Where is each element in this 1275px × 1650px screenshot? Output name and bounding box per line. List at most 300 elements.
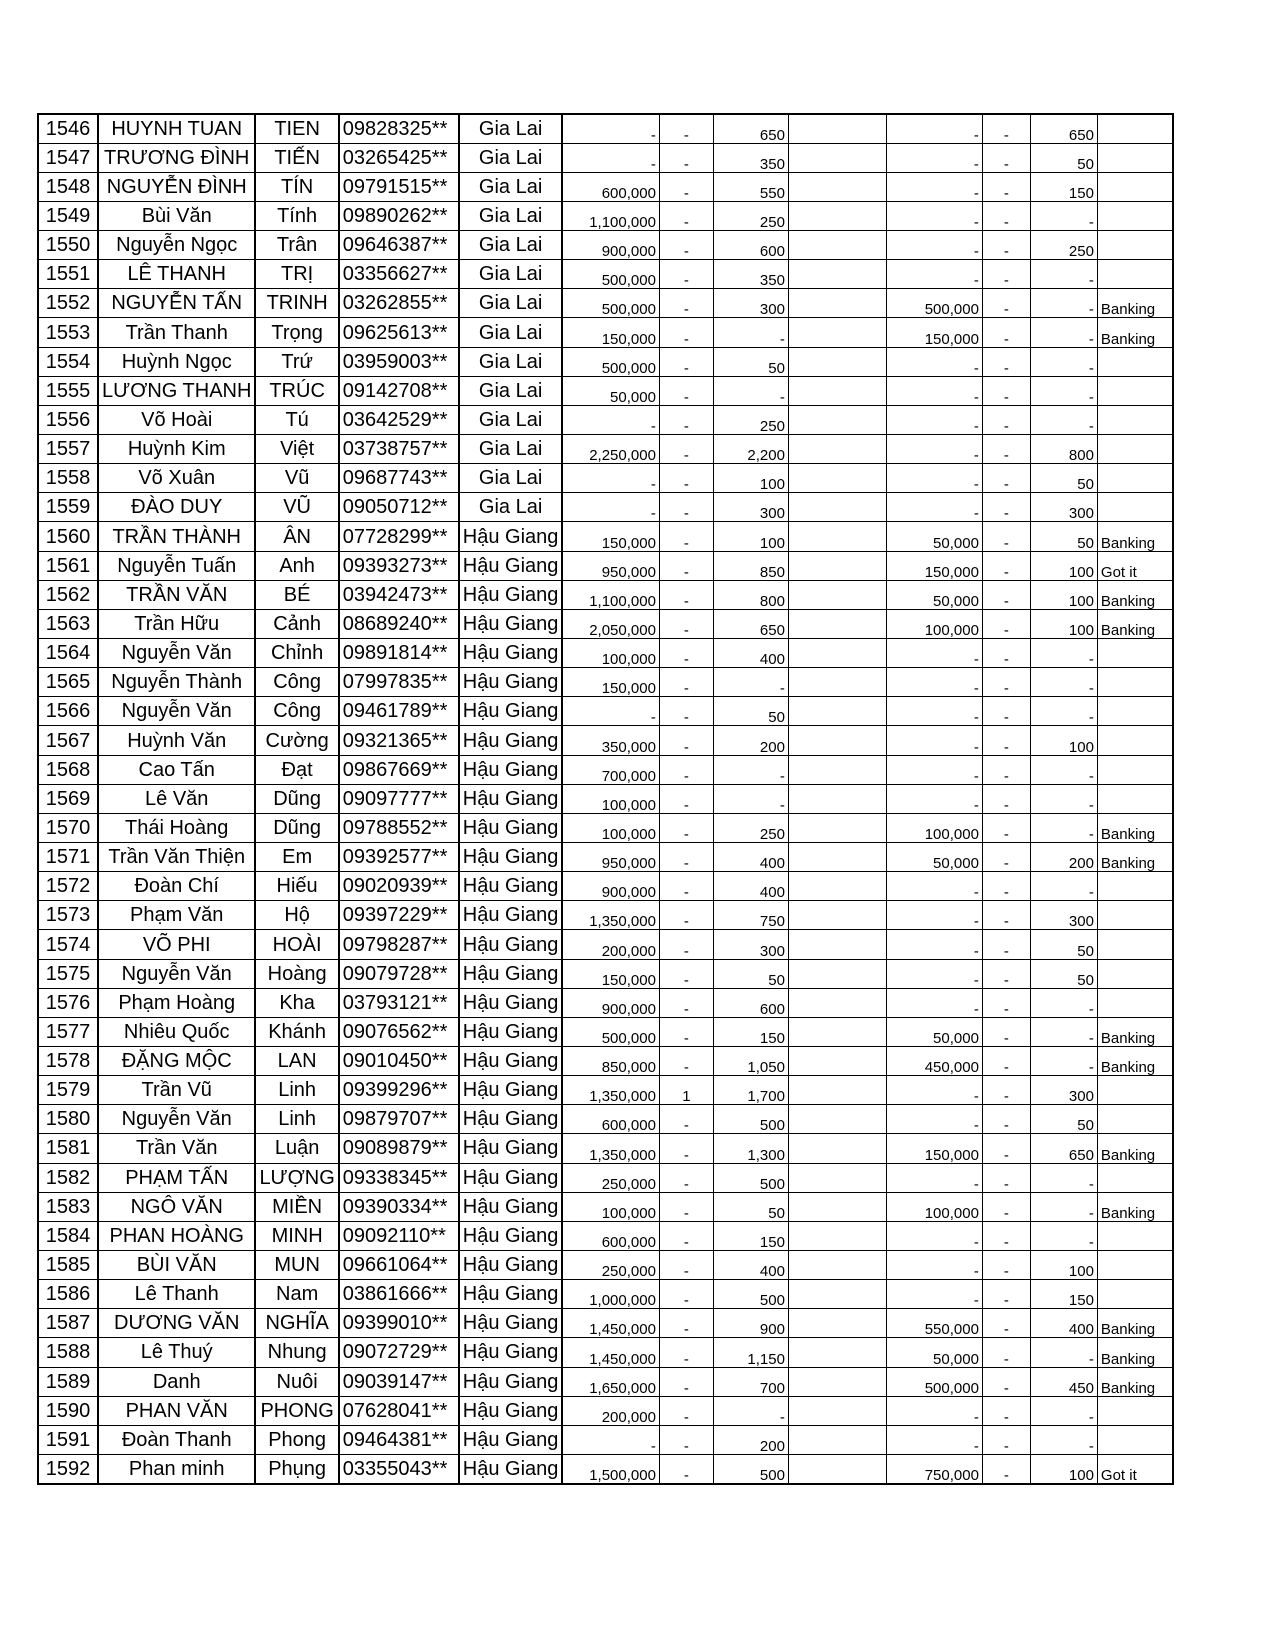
amount-2-cell: 500	[713, 1105, 788, 1134]
first-name-cell: BÉ	[255, 580, 338, 609]
note-cell: Banking	[1097, 1309, 1173, 1338]
blank-column-cell	[788, 1134, 886, 1163]
first-name-cell: Trân	[255, 231, 338, 260]
given-name-cell: LÊ THANH	[98, 260, 255, 289]
amount-3-cell: -	[886, 172, 982, 201]
count-cell: 1	[659, 1076, 713, 1105]
count-cell: -	[659, 1280, 713, 1309]
province-cell: Hậu Giang	[459, 901, 563, 930]
count-cell: -	[659, 959, 713, 988]
amount-1-cell: 600,000	[562, 1221, 659, 1250]
count-cell: -	[659, 1192, 713, 1221]
first-name-cell: LƯỢNG	[255, 1163, 338, 1192]
count-cell: -	[659, 1134, 713, 1163]
phone-cell: 09338345**	[339, 1163, 459, 1192]
flag-cell: -	[982, 1076, 1030, 1105]
first-name-cell: Cảnh	[255, 609, 338, 638]
flag-cell: -	[982, 405, 1030, 434]
first-name-cell: Kha	[255, 988, 338, 1017]
given-name-cell: TRẦN THÀNH	[98, 522, 255, 551]
amount-3-cell: -	[886, 901, 982, 930]
amount-2-cell: 400	[713, 1250, 788, 1279]
count-cell: -	[659, 697, 713, 726]
amount-2-cell: 100	[713, 464, 788, 493]
count-cell: -	[659, 1338, 713, 1367]
province-cell: Hậu Giang	[459, 813, 563, 842]
table-row	[38, 755, 1173, 784]
count-cell: -	[659, 755, 713, 784]
blank-column-cell	[788, 464, 886, 493]
amount-1-cell: 500,000	[562, 1017, 659, 1046]
row-number-cell: 1555	[38, 376, 98, 405]
phone-cell: 07728299**	[339, 522, 459, 551]
amount-1-cell: 950,000	[562, 551, 659, 580]
blank-column-cell	[788, 493, 886, 522]
amount-4-cell: 300	[1030, 493, 1097, 522]
flag-cell: -	[982, 755, 1030, 784]
row-number-cell: 1586	[38, 1280, 98, 1309]
amount-4-cell: -	[1030, 755, 1097, 784]
note-cell	[1097, 1105, 1173, 1134]
flag-cell: -	[982, 668, 1030, 697]
count-cell: -	[659, 289, 713, 318]
amount-1-cell: 200,000	[562, 1396, 659, 1425]
amount-3-cell: -	[886, 493, 982, 522]
count-cell: -	[659, 201, 713, 230]
amount-2-cell: 300	[713, 289, 788, 318]
province-cell: Hậu Giang	[459, 988, 563, 1017]
amount-2-cell: 300	[713, 493, 788, 522]
province-cell: Gia Lai	[459, 289, 563, 318]
province-cell: Gia Lai	[459, 172, 563, 201]
amount-4-cell: 650	[1030, 1134, 1097, 1163]
count-cell: -	[659, 930, 713, 959]
given-name-cell: Lê Văn	[98, 784, 255, 813]
row-number-cell: 1589	[38, 1367, 98, 1396]
table-row	[38, 114, 1173, 143]
first-name-cell: Tú	[255, 405, 338, 434]
flag-cell: -	[982, 1396, 1030, 1425]
amount-4-cell: -	[1030, 668, 1097, 697]
first-name-cell: TIEN	[255, 114, 338, 143]
note-cell: Banking	[1097, 318, 1173, 347]
blank-column-cell	[788, 347, 886, 376]
given-name-cell: Huỳnh Ngọc	[98, 347, 255, 376]
blank-column-cell	[788, 813, 886, 842]
note-cell: Banking	[1097, 843, 1173, 872]
note-cell	[1097, 959, 1173, 988]
count-cell: -	[659, 376, 713, 405]
count-cell: -	[659, 1309, 713, 1338]
given-name-cell: LƯƠNG THANH	[98, 376, 255, 405]
amount-4-cell: 100	[1030, 551, 1097, 580]
flag-cell: -	[982, 697, 1030, 726]
amount-4-cell: -	[1030, 201, 1097, 230]
flag-cell: -	[982, 114, 1030, 143]
phone-cell: 09399296**	[339, 1076, 459, 1105]
given-name-cell: ĐÀO DUY	[98, 493, 255, 522]
amount-4-cell: 200	[1030, 843, 1097, 872]
row-number-cell: 1556	[38, 405, 98, 434]
phone-cell: 09661064**	[339, 1250, 459, 1279]
blank-column-cell	[788, 318, 886, 347]
amount-2-cell: 250	[713, 201, 788, 230]
count-cell: -	[659, 405, 713, 434]
blank-column-cell	[788, 901, 886, 930]
given-name-cell: Phan minh	[98, 1454, 255, 1483]
table-row	[38, 318, 1173, 347]
blank-column-cell	[788, 231, 886, 260]
amount-3-cell: -	[886, 1425, 982, 1454]
table-row	[38, 1250, 1173, 1279]
blank-column-cell	[788, 114, 886, 143]
table-row	[38, 464, 1173, 493]
row-number-cell: 1553	[38, 318, 98, 347]
given-name-cell: Võ Hoài	[98, 405, 255, 434]
table-row	[38, 609, 1173, 638]
row-number-cell: 1574	[38, 930, 98, 959]
amount-3-cell: -	[886, 1163, 982, 1192]
given-name-cell: DƯƠNG VĂN	[98, 1309, 255, 1338]
amount-3-cell: -	[886, 697, 982, 726]
flag-cell: -	[982, 609, 1030, 638]
amount-3-cell: -	[886, 639, 982, 668]
phone-cell: 09393273**	[339, 551, 459, 580]
province-cell: Hậu Giang	[459, 697, 563, 726]
first-name-cell: Trứ	[255, 347, 338, 376]
note-cell	[1097, 172, 1173, 201]
given-name-cell: Trần Văn Thiện	[98, 843, 255, 872]
amount-2-cell: 200	[713, 726, 788, 755]
row-number-cell: 1573	[38, 901, 98, 930]
flag-cell: -	[982, 231, 1030, 260]
first-name-cell: Em	[255, 843, 338, 872]
amount-3-cell: -	[886, 988, 982, 1017]
flag-cell: -	[982, 813, 1030, 842]
table-row	[38, 668, 1173, 697]
blank-column-cell	[788, 1017, 886, 1046]
table-row	[38, 1396, 1173, 1425]
first-name-cell: HOÀI	[255, 930, 338, 959]
amount-4-cell: -	[1030, 872, 1097, 901]
amount-3-cell: -	[886, 930, 982, 959]
blank-column-cell	[788, 1250, 886, 1279]
table-row	[38, 1309, 1173, 1338]
blank-column-cell	[788, 289, 886, 318]
phone-cell: 03861666**	[339, 1280, 459, 1309]
amount-1-cell: 150,000	[562, 668, 659, 697]
given-name-cell: NGÔ VĂN	[98, 1192, 255, 1221]
amount-1-cell: 1,100,000	[562, 201, 659, 230]
amount-2-cell: 850	[713, 551, 788, 580]
given-name-cell: Lê Thuý	[98, 1338, 255, 1367]
flag-cell: -	[982, 1017, 1030, 1046]
amount-2-cell: 650	[713, 114, 788, 143]
phone-cell: 09010450**	[339, 1047, 459, 1076]
phone-cell: 08689240**	[339, 609, 459, 638]
amount-1-cell: -	[562, 464, 659, 493]
flag-cell: -	[982, 872, 1030, 901]
amount-2-cell: 900	[713, 1309, 788, 1338]
province-cell: Hậu Giang	[459, 522, 563, 551]
count-cell: -	[659, 1250, 713, 1279]
province-cell: Hậu Giang	[459, 1309, 563, 1338]
given-name-cell: TRƯƠNG ĐÌNH	[98, 143, 255, 172]
amount-3-cell: -	[886, 405, 982, 434]
amount-1-cell: 600,000	[562, 1105, 659, 1134]
amount-3-cell: -	[886, 347, 982, 376]
blank-column-cell	[788, 1425, 886, 1454]
amount-3-cell: 50,000	[886, 1338, 982, 1367]
first-name-cell: NGHĨA	[255, 1309, 338, 1338]
blank-column-cell	[788, 668, 886, 697]
table-row	[38, 580, 1173, 609]
phone-cell: 09390334**	[339, 1192, 459, 1221]
first-name-cell: Anh	[255, 551, 338, 580]
province-cell: Hậu Giang	[459, 930, 563, 959]
amount-4-cell: 650	[1030, 114, 1097, 143]
amount-2-cell: 350	[713, 260, 788, 289]
amount-2-cell: 500	[713, 1454, 788, 1483]
row-number-cell: 1559	[38, 493, 98, 522]
note-cell	[1097, 114, 1173, 143]
province-cell: Hậu Giang	[459, 580, 563, 609]
row-number-cell: 1548	[38, 172, 98, 201]
given-name-cell: Thái Hoàng	[98, 813, 255, 842]
count-cell: -	[659, 726, 713, 755]
flag-cell: -	[982, 435, 1030, 464]
amount-2-cell: -	[713, 784, 788, 813]
amount-4-cell: -	[1030, 1047, 1097, 1076]
amount-4-cell: 50	[1030, 930, 1097, 959]
amount-4-cell: 400	[1030, 1309, 1097, 1338]
row-number-cell: 1588	[38, 1338, 98, 1367]
amount-2-cell: 700	[713, 1367, 788, 1396]
table-row	[38, 988, 1173, 1017]
flag-cell: -	[982, 201, 1030, 230]
amount-2-cell: 300	[713, 930, 788, 959]
amount-3-cell: 50,000	[886, 580, 982, 609]
amount-1-cell: 200,000	[562, 930, 659, 959]
first-name-cell: Công	[255, 668, 338, 697]
amount-1-cell: 100,000	[562, 784, 659, 813]
note-cell	[1097, 1425, 1173, 1454]
blank-column-cell	[788, 1047, 886, 1076]
row-number-cell: 1571	[38, 843, 98, 872]
phone-cell: 03642529**	[339, 405, 459, 434]
table-row	[38, 959, 1173, 988]
given-name-cell: Lê Thanh	[98, 1280, 255, 1309]
count-cell: -	[659, 1221, 713, 1250]
province-cell: Hậu Giang	[459, 755, 563, 784]
amount-3-cell: -	[886, 1396, 982, 1425]
amount-3-cell: -	[886, 1250, 982, 1279]
row-number-cell: 1552	[38, 289, 98, 318]
province-cell: Gia Lai	[459, 231, 563, 260]
phone-cell: 09687743**	[339, 464, 459, 493]
province-cell: Gia Lai	[459, 464, 563, 493]
count-cell: -	[659, 901, 713, 930]
amount-2-cell: 600	[713, 988, 788, 1017]
first-name-cell: Phong	[255, 1425, 338, 1454]
note-cell	[1097, 231, 1173, 260]
amount-2-cell: 200	[713, 1425, 788, 1454]
first-name-cell: ÂN	[255, 522, 338, 551]
amount-4-cell: -	[1030, 318, 1097, 347]
amount-1-cell: 950,000	[562, 843, 659, 872]
first-name-cell: Dũng	[255, 784, 338, 813]
amount-3-cell: 50,000	[886, 1017, 982, 1046]
amount-3-cell: -	[886, 1076, 982, 1105]
count-cell: -	[659, 464, 713, 493]
blank-column-cell	[788, 959, 886, 988]
phone-cell: 09142708**	[339, 376, 459, 405]
flag-cell: -	[982, 1309, 1030, 1338]
row-number-cell: 1560	[38, 522, 98, 551]
given-name-cell: Nguyễn Ngọc	[98, 231, 255, 260]
amount-1-cell: 1,450,000	[562, 1309, 659, 1338]
count-cell: -	[659, 1105, 713, 1134]
given-name-cell: Trần Vũ	[98, 1076, 255, 1105]
amount-1-cell: -	[562, 493, 659, 522]
blank-column-cell	[788, 843, 886, 872]
flag-cell: -	[982, 1105, 1030, 1134]
given-name-cell: Huỳnh Văn	[98, 726, 255, 755]
amount-4-cell: 50	[1030, 464, 1097, 493]
amount-1-cell: 100,000	[562, 813, 659, 842]
phone-cell: 09867669**	[339, 755, 459, 784]
count-cell: -	[659, 843, 713, 872]
amount-4-cell: 450	[1030, 1367, 1097, 1396]
amount-4-cell: -	[1030, 405, 1097, 434]
given-name-cell: Nhiêu Quốc	[98, 1017, 255, 1046]
amount-4-cell: -	[1030, 1425, 1097, 1454]
province-cell: Gia Lai	[459, 435, 563, 464]
amount-2-cell: 800	[713, 580, 788, 609]
first-name-cell: LAN	[255, 1047, 338, 1076]
amount-2-cell: 150	[713, 1017, 788, 1046]
note-cell	[1097, 639, 1173, 668]
note-cell: Banking	[1097, 1338, 1173, 1367]
note-cell	[1097, 464, 1173, 493]
given-name-cell: PHẠM TẤN	[98, 1163, 255, 1192]
given-name-cell: Bùi Văn	[98, 201, 255, 230]
amount-2-cell: 500	[713, 1163, 788, 1192]
province-cell: Hậu Giang	[459, 843, 563, 872]
amount-2-cell: 400	[713, 639, 788, 668]
row-number-cell: 1585	[38, 1250, 98, 1279]
flag-cell: -	[982, 901, 1030, 930]
first-name-cell: TRÚC	[255, 376, 338, 405]
province-cell: Hậu Giang	[459, 1221, 563, 1250]
flag-cell: -	[982, 1367, 1030, 1396]
flag-cell: -	[982, 260, 1030, 289]
count-cell: -	[659, 668, 713, 697]
amount-2-cell: 50	[713, 347, 788, 376]
flag-cell: -	[982, 1192, 1030, 1221]
row-number-cell: 1568	[38, 755, 98, 784]
blank-column-cell	[788, 1396, 886, 1425]
note-cell	[1097, 1250, 1173, 1279]
amount-4-cell: 300	[1030, 901, 1097, 930]
amount-4-cell: 50	[1030, 959, 1097, 988]
amount-1-cell: 1,500,000	[562, 1454, 659, 1483]
phone-cell: 09072729**	[339, 1338, 459, 1367]
given-name-cell: Danh	[98, 1367, 255, 1396]
amount-4-cell: -	[1030, 260, 1097, 289]
table-row	[38, 493, 1173, 522]
count-cell: -	[659, 347, 713, 376]
count-cell: -	[659, 1454, 713, 1483]
amount-1-cell: 150,000	[562, 318, 659, 347]
amount-4-cell: 100	[1030, 726, 1097, 755]
flag-cell: -	[982, 1163, 1030, 1192]
note-cell: Banking	[1097, 289, 1173, 318]
given-name-cell: PHAN HOÀNG	[98, 1221, 255, 1250]
amount-4-cell: 50	[1030, 1105, 1097, 1134]
flag-cell: -	[982, 639, 1030, 668]
row-number-cell: 1592	[38, 1454, 98, 1483]
province-cell: Gia Lai	[459, 405, 563, 434]
table-row	[38, 405, 1173, 434]
amount-1-cell: 1,350,000	[562, 901, 659, 930]
phone-cell: 09461789**	[339, 697, 459, 726]
province-cell: Hậu Giang	[459, 1134, 563, 1163]
given-name-cell: Huỳnh Kim	[98, 435, 255, 464]
amount-2-cell: 1,150	[713, 1338, 788, 1367]
amount-1-cell: -	[562, 1425, 659, 1454]
table-row	[38, 143, 1173, 172]
amount-1-cell: 2,250,000	[562, 435, 659, 464]
first-name-cell: Hộ	[255, 901, 338, 930]
note-cell: Banking	[1097, 522, 1173, 551]
amount-1-cell: 250,000	[562, 1250, 659, 1279]
blank-column-cell	[788, 1221, 886, 1250]
phone-cell: 07628041**	[339, 1396, 459, 1425]
given-name-cell: NGUYỄN TẤN	[98, 289, 255, 318]
count-cell: -	[659, 143, 713, 172]
amount-3-cell: 150,000	[886, 318, 982, 347]
amount-4-cell: -	[1030, 784, 1097, 813]
province-cell: Hậu Giang	[459, 1425, 563, 1454]
amount-3-cell: -	[886, 1221, 982, 1250]
table-row	[38, 172, 1173, 201]
amount-1-cell: -	[562, 143, 659, 172]
table-row	[38, 697, 1173, 726]
table-row	[38, 231, 1173, 260]
phone-cell: 09050712**	[339, 493, 459, 522]
amount-4-cell: 100	[1030, 580, 1097, 609]
amount-1-cell: 1,450,000	[562, 1338, 659, 1367]
table-row	[38, 1076, 1173, 1105]
amount-2-cell: 50	[713, 1192, 788, 1221]
first-name-cell: MIỀN	[255, 1192, 338, 1221]
first-name-cell: MUN	[255, 1250, 338, 1279]
phone-cell: 09020939**	[339, 872, 459, 901]
note-cell: Banking	[1097, 580, 1173, 609]
flag-cell: -	[982, 988, 1030, 1017]
phone-cell: 03262855**	[339, 289, 459, 318]
count-cell: -	[659, 580, 713, 609]
amount-1-cell: 700,000	[562, 755, 659, 784]
phone-cell: 09890262**	[339, 201, 459, 230]
flag-cell: -	[982, 143, 1030, 172]
table-row	[38, 1338, 1173, 1367]
amount-4-cell: -	[1030, 1396, 1097, 1425]
table-row	[38, 813, 1173, 842]
amount-2-cell: 400	[713, 843, 788, 872]
amount-1-cell: -	[562, 114, 659, 143]
